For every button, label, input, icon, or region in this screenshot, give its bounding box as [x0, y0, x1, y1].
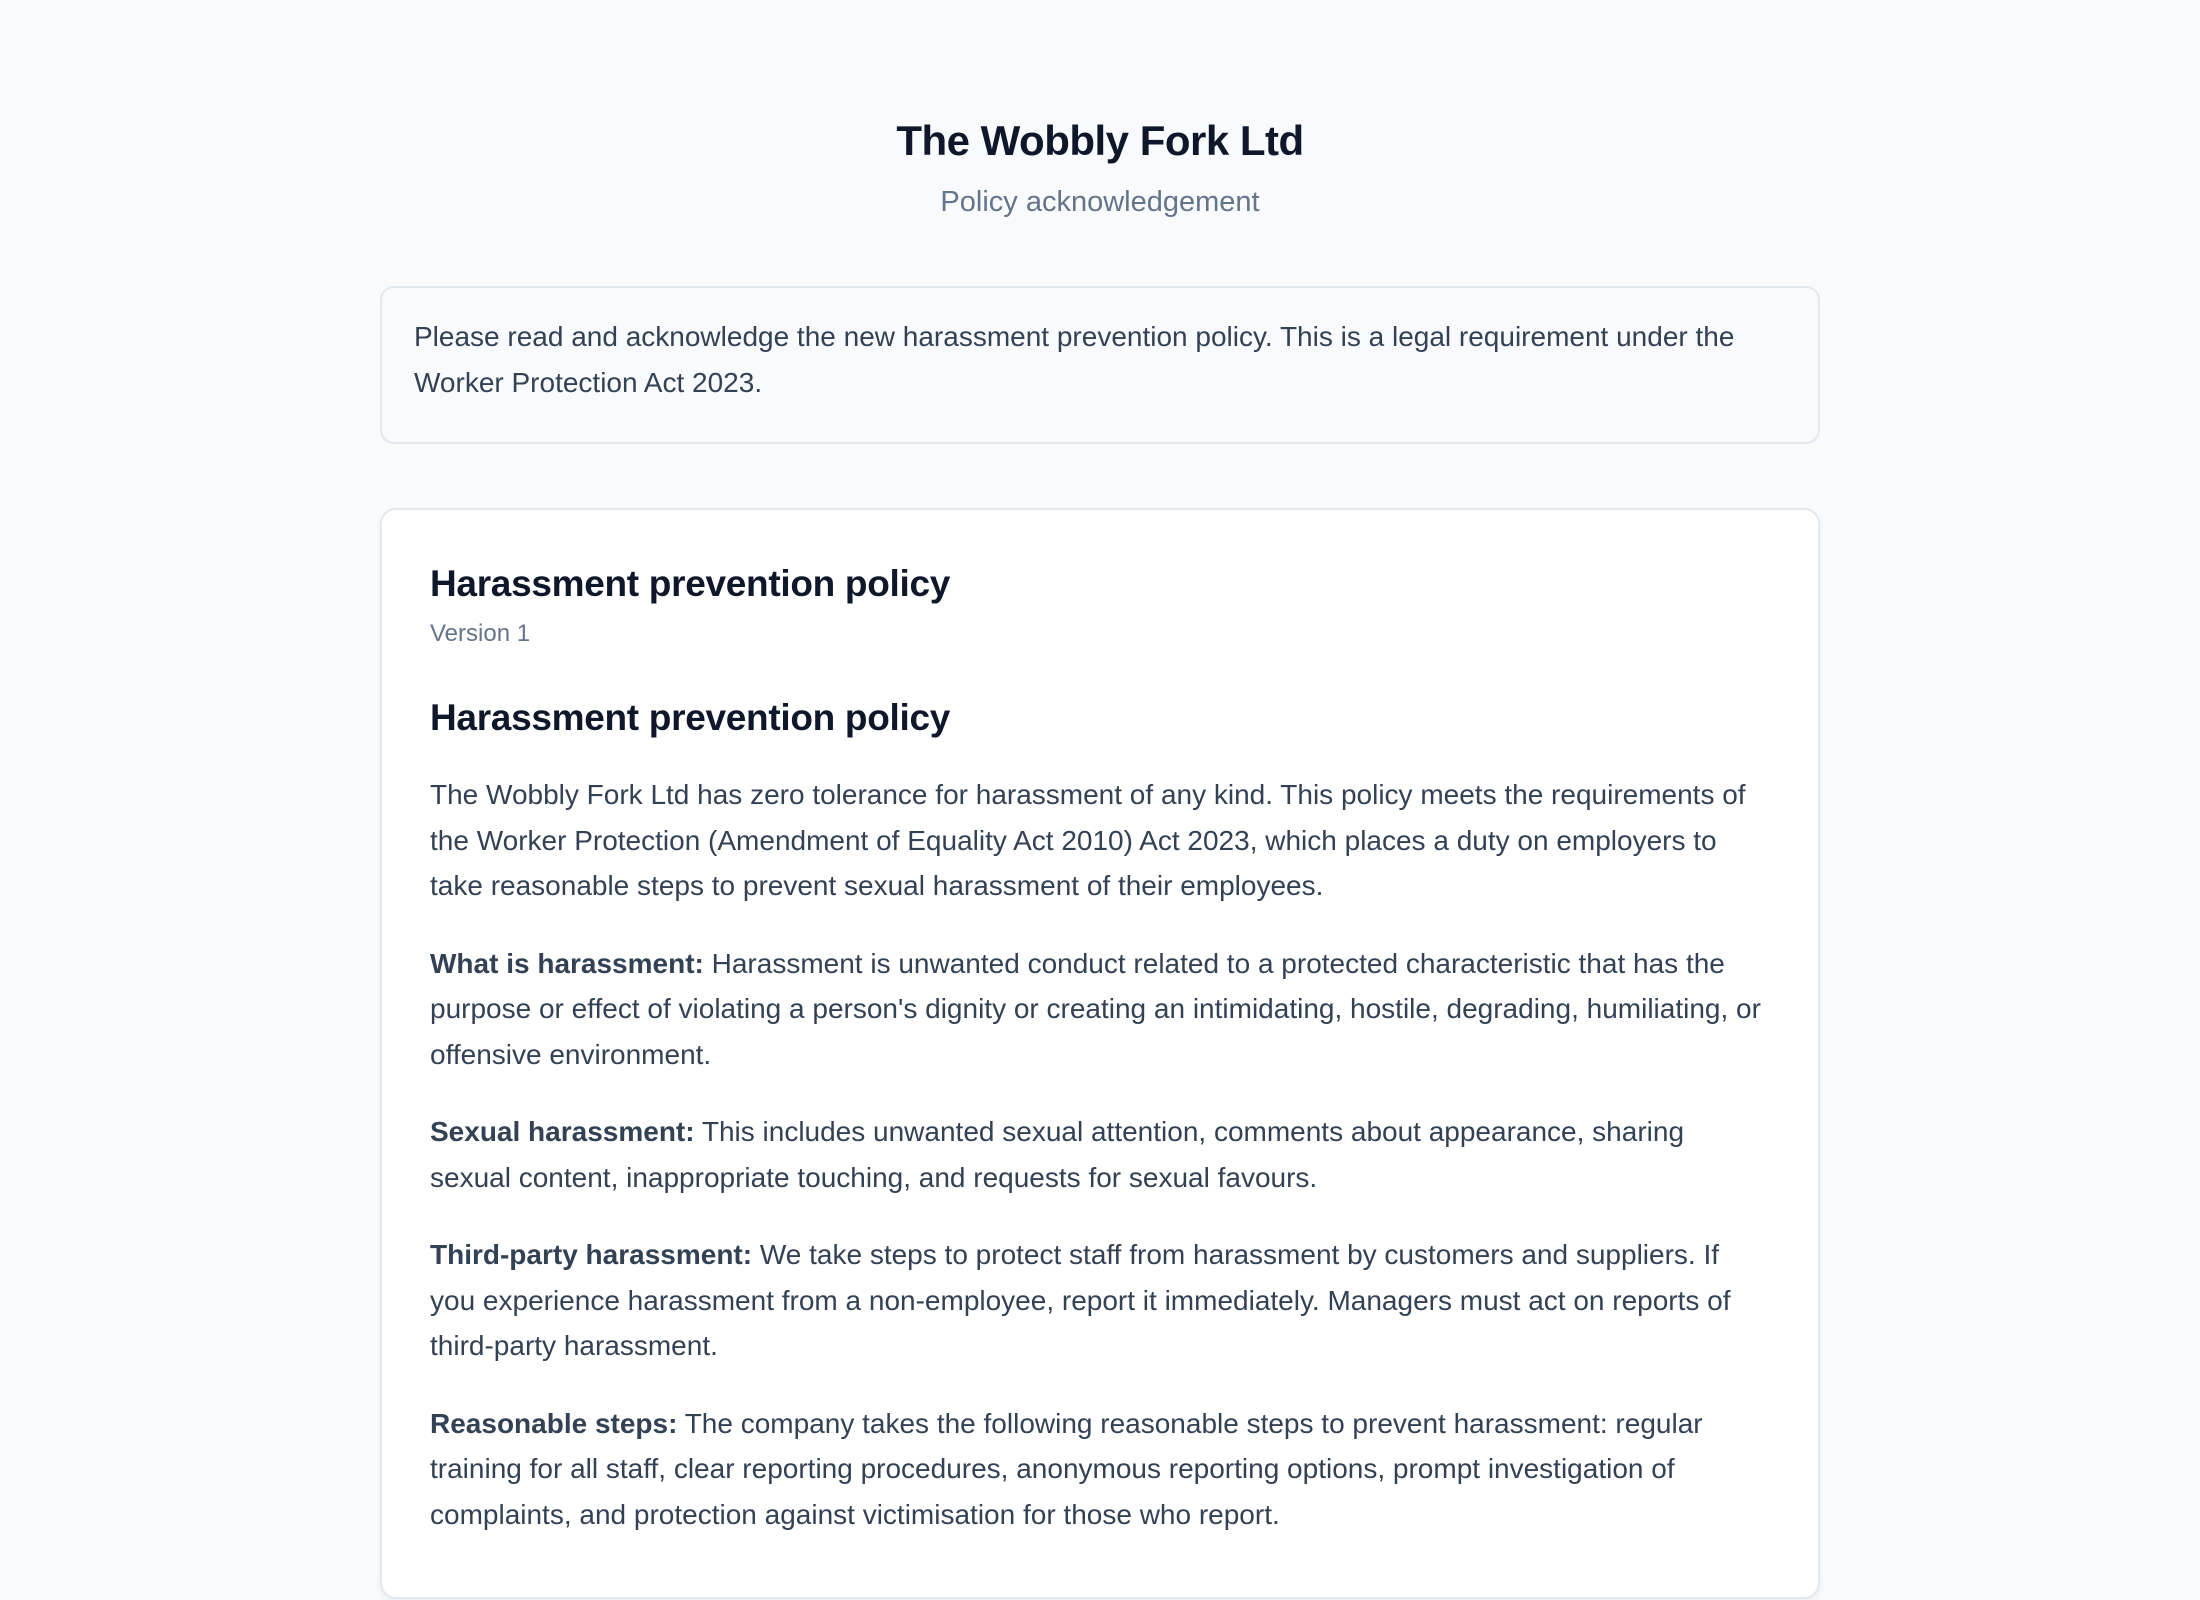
notice-box: [380, 286, 1820, 444]
section-sexual-harassment: [430, 1109, 1770, 1200]
section-label: What is harassment:: [430, 947, 704, 979]
policy-content: [430, 694, 1770, 1537]
section-label: Sexual harassment:: [430, 1116, 695, 1147]
section-what-is-harassment: [430, 941, 1770, 1078]
policy-version: Version 1: [430, 620, 531, 647]
section-text: The company takes the following reasonable steps to prevent harassment: regular training for all staff, clear reporting procedures, anonymous reporting options, prompt investigation of complaints, and protection against victimisation for those who report.: [430, 1407, 1703, 1530]
section-text: Harassment is unwanted conduct related to a protected characteristic that has the purpose or effect of violating a person's dignity or creating an intimidating, hostile, degrading, humiliating, or offensive environment.: [430, 947, 1761, 1070]
page: [380, 0, 1820, 1599]
company-title: The Wobbly Fork Ltd: [896, 117, 1304, 164]
section-text: We take steps to protect staff from harassment by customers and suppliers. If you experience harassment from a non-employee, report it immediately. Managers must act on reports of third-party harassment.: [430, 1239, 1731, 1361]
policy-card: [380, 508, 1820, 1599]
section-third-party-harassment: [430, 1232, 1770, 1369]
content-heading: Harassment prevention policy: [430, 697, 951, 738]
page-header: [380, 112, 1820, 222]
policy-intro-paragraph: The Wobbly Fork Ltd has zero tolerance for harassment of any kind. This policy meets the requirements of the Worker Protection (Amendment of Equality Act 2010) Act 2023, which places a duty on employers to take reasonable steps to prevent sexual harassment of their employees.: [430, 779, 1746, 901]
notice-text: Please read and acknowledge the new harassment prevention policy. This is a legal requirement under the Worker Protection Act 2023.: [414, 321, 1735, 398]
page-subtitle: Policy acknowledgement: [940, 186, 1260, 218]
section-text: This includes unwanted sexual attention, comments about appearance, sharing sexual content, inappropriate touching, and requests for sexual favours.: [430, 1116, 1685, 1193]
section-reasonable-steps: [430, 1401, 1770, 1538]
section-label: Third-party harassment:: [430, 1239, 753, 1270]
policy-title: Harassment prevention policy: [430, 563, 951, 604]
section-label: Reasonable steps:: [430, 1407, 678, 1439]
